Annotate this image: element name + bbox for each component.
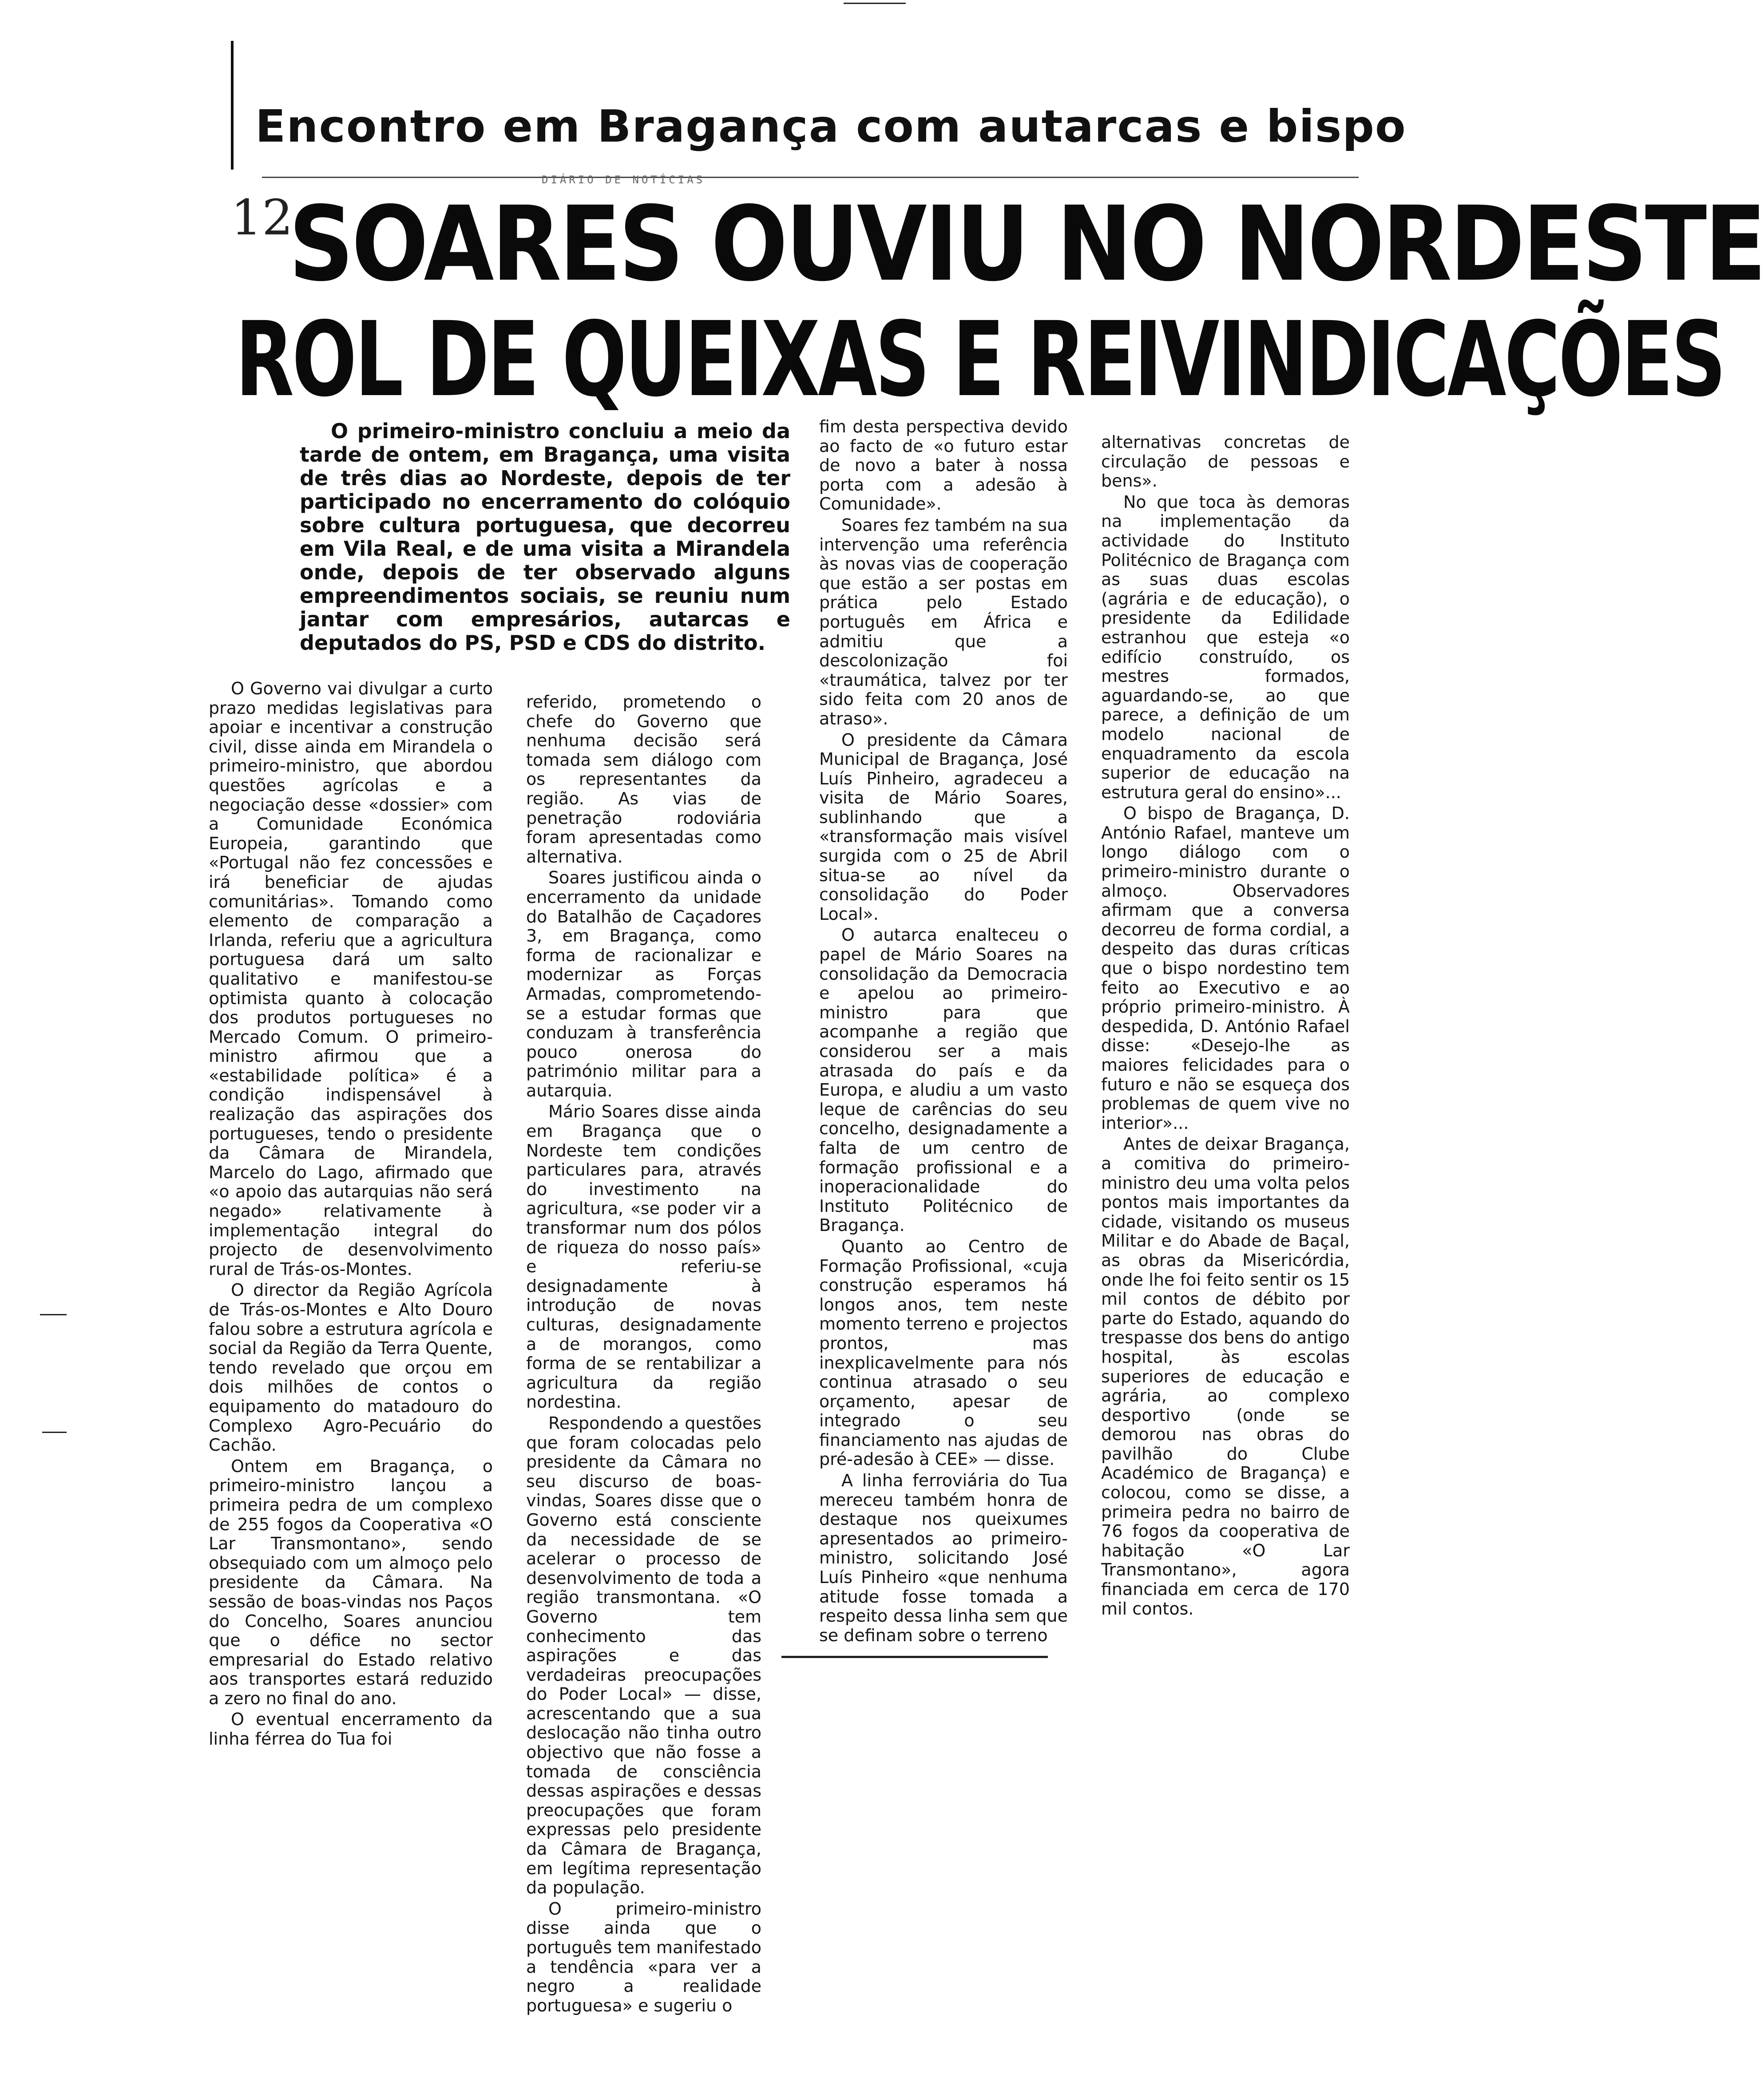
kicker-headline: Encontro em Bragança com autarcas e bispo — [255, 100, 1407, 152]
body-column-2 — [526, 692, 761, 2015]
kicker-rule — [231, 41, 234, 170]
main-headline-line-1: SOARES OUVIU NO NORDESTE — [289, 184, 1764, 304]
paragraph: fim desta perspectiva devido ao facto de «o futuro estar de novo a bater à nossa porta com a adesão à Comunidade». — [819, 417, 1068, 514]
clip-number: 12 — [231, 189, 293, 246]
paragraph: Quanto ao Centro de Formação Profissional, «cuja construção esperamos há longos anos, tem neste momento terreno e projectos prontos, mas inexplicavelmente para nós continua atrasado o seu orçamento, apesar de integrado o seu financiamento nas ajudas de pré-adesão à CEE» — disse. — [819, 1236, 1068, 1469]
paragraph: Mário Soares disse ainda em Bragança que o Nordeste tem condições particulares para, através do investimento na agricultura, «se poder vir a transformar num dos pólos de riqueza do nosso país» e referiu-se designadamente à introdução de novas culturas, designadamente a de morangos, como forma de se rentabilizar a agricultura da região nordestina. — [526, 1102, 761, 1412]
paragraph: A linha ferroviária do Tua mereceu também honra de destaque nos queixumes apresentados ao primeiro-ministro, solicitando José Luís Pinheiro «que nenhuma atitude fosse tomada a respeito dessa linha sem que se definam sobre o terreno — [819, 1471, 1068, 1645]
scan-mark-top — [844, 3, 906, 4]
scan-mark-left-1 — [40, 1314, 67, 1315]
body-column-1 — [209, 679, 493, 1944]
paragraph: O autarca enalteceu o papel de Mário Soares na consolidação da Democracia e apelou ao primeiro-ministro para que acompanhe a região que considerou ser a mais atrasada do país e da Europa, e aludiu a um vasto leque de carências do seu concelho, designadamente a falta de um centro de formação profissional e a inoperacionalidade do Instituto Politécnico de Bragança. — [819, 925, 1068, 1235]
paragraph: O eventual encerramento da linha férrea do Tua foi — [209, 1710, 493, 1749]
paragraph: O Governo vai divulgar a curto prazo medidas legislativas para apoiar e incentivar a construção civil, disse ainda em Mirandela o primeiro-ministro, que abordou questões agrícolas e a negociação desse «dossier» com a Comunidade Económica Europeia, garantindo que «Portugal não fez concessões e irá beneficiar de ajudas comunitárias». Tomando como elemento de comparação a Irlanda, referiu que a agricultura portuguesa dará um salto qualitativo e manifestou-se optimista quanto à colocação dos produtos portugueses no Mercado Comum. O primeiro-ministro afirmou que a «estabilidade política» é a condição indispensável à realização das aspirações dos portugueses, tendo o presidente da Câmara de Mirandela, Marcelo do Lago, afirmado que «o apoio das autarquias não será negado» relativamente à implementação integral do projecto de desenvolvimento rural de Trás-os-Montes. — [209, 679, 493, 1279]
paragraph: Soares fez também na sua intervenção uma referência às novas vias de cooperação que estão a ser postas em prática pelo Estado português em África e admitiu que a descolonização foi «traumática, talvez por ter sido feita com 20 anos de atraso». — [819, 515, 1068, 728]
body-column-4 — [1101, 433, 1350, 1662]
paragraph: O director da Região Agrícola de Trás-os-Montes e Alto Douro falou sobre a estrutura agrícola e social da Região da Terra Quente, tendo revelado que orçou em dois milhões de contos o equipamento do matadouro do Complexo Agro-Pecuário do Cachão. — [209, 1280, 493, 1455]
paragraph: referido, prometendo o chefe do Governo que nenhuma decisão será tomada sem diálogo com os representantes da região. As vias de penetração rodoviária foram apresentadas como alternativa. — [526, 692, 761, 867]
paragraph: Soares justificou ainda o encerramento da unidade do Batalhão de Caçadores 3, em Bragança, como forma de racionalizar e modernizar as Forças Armadas, comprometendo-se a estudar formas que conduzam à transferência pouco onerosa do património militar para a autarquia. — [526, 868, 761, 1100]
paragraph: Antes de deixar Bragança, a comitiva do primeiro-ministro deu uma volta pelos pontos mais importantes da cidade, visitando os museus Militar e do Abade de Baçal, as obras da Misericórdia, onde lhe foi feito sentir os 15 mil contos de débito por parte do Estado, aquando do trespasse dos bens do antigo hospital, às escolas superiores de educação e agrária, ao complexo desportivo (onde se demorou nas obras do pavilhão do Clube Académico de Bragança) e colocou, como se disse, a primeira pedra no bairro de 76 fogos da cooperativa de habitação «O Lar Transmontano», agora financiada em cerca de 170 mil contos. — [1101, 1134, 1350, 1619]
paragraph: Respondendo a questões que foram colocadas pelo presidente da Câmara no seu discurso de boas-vindas, Soares disse que o Governo está consciente da necessidade de se acelerar o processo de desenvolvimento de toda a região transmontana. «O Governo tem conhecimento das aspirações e das verdadeiras preocupações do Poder Local» — disse, acrescentando que a sua deslocação não tinha outro objectivo que não fosse a tomada de consciência dessas aspirações e dessas preocupações que foram expressas pelo presidente da Câmara de Bragança, em legítima representação da população. — [526, 1413, 761, 1898]
lead-paragraph: O primeiro-ministro concluiu a meio da tarde de ontem, em Bragança, uma visita de três dias ao Nordeste, depois de ter participado no encerramento do colóquio sobre cultura portuguesa, que decorreu em Vila Real, e de uma visita a Mirandela onde, depois de ter observado alguns empreendimentos sociais, se reuniu num jantar com empresários, autarcas e deputados do PS, PSD e CDS do distrito. — [300, 419, 790, 655]
paragraph: O bispo de Bragança, D. António Rafael, manteve um longo diálogo com o primeiro-ministro durante o almoço. Observadores afirmam que a conversa decorreu de forma cordial, a despeito das duras críticas que o bispo nordestino tem feito ao Executivo e ao próprio primeiro-ministro. À despedida, D. António Rafael disse: «Desejo-lhe as maiores felicidades para o futuro e não se esqueça dos problemas de quem vive no interior»... — [1101, 803, 1350, 1133]
body-column-3 — [819, 417, 1068, 1643]
paragraph: O primeiro-ministro disse ainda que o português tem manifestado a tendência «para ver a negro a realidade portuguesa» e sugeriu o — [526, 1899, 761, 2015]
paragraph: O presidente da Câmara Municipal de Bragança, José Luís Pinheiro, agradeceu a visita de Mário Soares, sublinhando que a «transformação mais visível surgida com o 25 de Abril situa-se ao nível da consolidação do Poder Local». — [819, 730, 1068, 924]
paragraph: No que toca às demoras na implementação da actividade do Instituto Politécnico de Bragança com as suas duas escolas (agrária e de educação), o presidente da Edilidade estranhou que esteja «o edifício construído, os mestres formados, aguardando-se, ao que parece, a definição de um modelo nacional de enquadramento da escola superior de educação na estrutura geral do ensino»... — [1101, 492, 1350, 802]
paragraph: Ontem em Bragança, o primeiro-ministro lançou a primeira pedra de um complexo de 255 fogos da Cooperativa «O Lar Transmontano», sendo obsequiado com um almoço pelo presidente da Câmara. Na sessão de boas-vindas nos Paços do Concelho, Soares anunciou que o défice no sector empresarial do Estado relativo aos transportes estará reduzido a zero no final do ano. — [209, 1456, 493, 1708]
paragraph: alternativas concretas de circulação de pessoas e bens». — [1101, 432, 1350, 491]
dateline: DIÁRIO DE NOTÍCIAS — [542, 174, 706, 186]
main-headline-line-2: ROL DE QUEIXAS E REIVINDICAÇÕES — [235, 300, 1724, 420]
scan-mark-left-2 — [42, 1432, 67, 1433]
article-end-rule — [781, 1656, 1048, 1658]
